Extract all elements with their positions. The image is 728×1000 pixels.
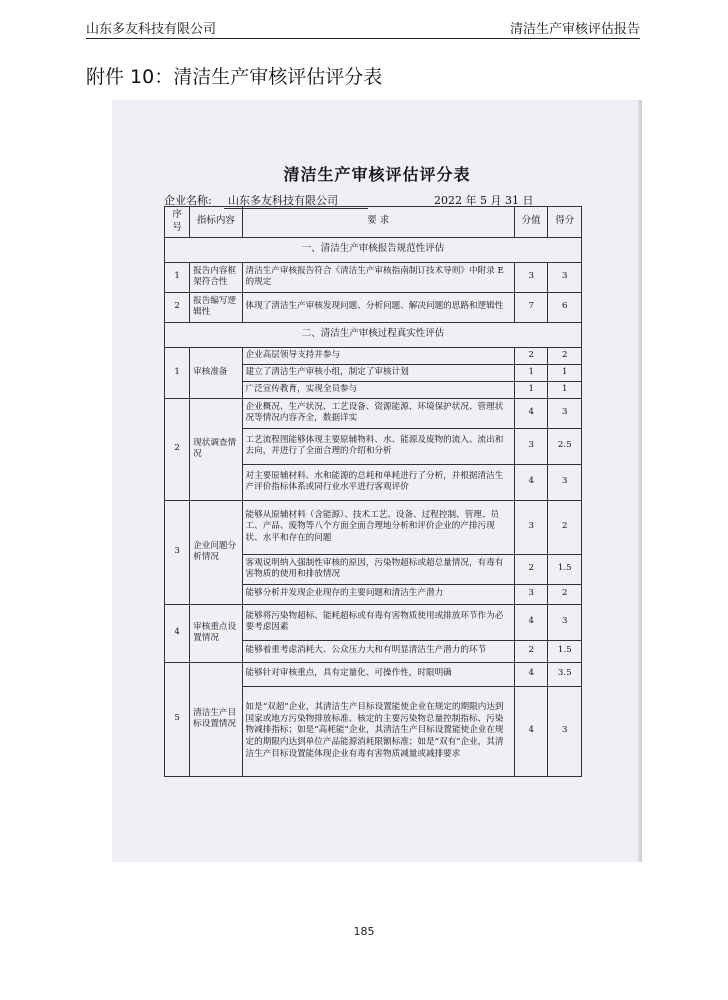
score-cell: 2.5 [548, 428, 582, 464]
requirement-cell: 企业高层领导支持并参与 [242, 347, 514, 364]
item-number: 1 [165, 262, 190, 292]
item-number: 5 [165, 662, 190, 776]
score-table-body [165, 237, 582, 776]
company-name: 山东多友科技有限公司 [224, 192, 368, 209]
score-cell: 2 [548, 584, 582, 604]
col-header-score: 得分 [548, 207, 582, 238]
max-score-cell: 4 [514, 398, 548, 428]
section-row [165, 322, 582, 347]
indicator-cell: 现状调查情况 [190, 398, 242, 500]
requirement-cell: 广泛宣传教育，实现全员参与 [242, 381, 514, 398]
score-cell: 2 [548, 347, 582, 364]
max-score-cell: 3 [514, 262, 548, 292]
max-score-cell: 3 [514, 584, 548, 604]
score-cell: 1.5 [548, 640, 582, 662]
requirement-cell: 能够将污染物超标、能耗超标或有毒有害物质使用或排放环节作为必要考虑因素 [242, 604, 514, 640]
max-score-cell: 2 [514, 640, 548, 662]
table-row [165, 292, 582, 322]
scan-edge-shadow [638, 100, 642, 862]
score-cell: 3 [548, 464, 582, 500]
table-row [165, 398, 582, 428]
score-cell: 3 [548, 262, 582, 292]
table-row [165, 604, 582, 640]
max-score-cell: 1 [514, 381, 548, 398]
max-score-cell: 3 [514, 428, 548, 464]
max-score-cell: 4 [514, 686, 548, 776]
requirement-cell: 能够着重考虑消耗大、公众压力大和有明显清洁生产潜力的环节 [242, 640, 514, 662]
header-company: 山东多友科技有限公司 [86, 22, 217, 37]
item-number: 2 [165, 398, 190, 500]
indicator-cell: 企业问题分析情况 [190, 500, 242, 604]
indicator-cell: 报告内容框架符合性 [190, 262, 242, 292]
section-row [165, 237, 582, 262]
requirement-cell: 对主要原辅材料、水和能源的总耗和单耗进行了分析，并根据清洁生产评价指标体系或同行业水平进行客观评价 [242, 464, 514, 500]
requirement-cell: 体现了清洁生产审核发现问题、分析问题、解决问题的思路和逻辑性 [242, 292, 514, 322]
score-table [164, 206, 582, 777]
indicator-cell: 审核重点设置情况 [190, 604, 242, 662]
max-score-cell: 4 [514, 604, 548, 640]
indicator-cell: 清洁生产目标设置情况 [190, 662, 242, 776]
max-score-cell: 2 [514, 347, 548, 364]
item-number: 2 [165, 292, 190, 322]
max-score-cell: 4 [514, 464, 548, 500]
score-cell: 3 [548, 604, 582, 640]
max-score-cell: 2 [514, 554, 548, 584]
col-header-requirement: 要 求 [242, 207, 514, 238]
col-header-max-score: 分值 [514, 207, 548, 238]
score-cell: 2 [548, 500, 582, 554]
requirement-cell: 能够针对审核重点，具有定量化、可操作性，时限明确 [242, 662, 514, 686]
requirement-cell: 能够分析并发现企业现存的主要问题和清洁生产潜力 [242, 584, 514, 604]
header-report-title: 清洁生产审核评估报告 [509, 22, 640, 37]
requirement-cell: 如是“双超”企业，其清洁生产目标设置能使企业在规定的期限内达到国家或地方污染物排放标准、核定的主要污染物总量控制指标、污染物减排指标；如是“高耗能”企业，其清洁生产目标设置能使企业在规定的期限内达到单位产品能源消耗限额标准；如是“双有”企业，其清洁生产目标设置能体现企业有毒有害物质减量或减排要求 [242, 686, 514, 776]
item-number: 4 [165, 604, 190, 662]
company-label: 企业名称: [164, 194, 212, 207]
requirement-cell: 能够从原辅材料（含能源）、技术工艺、设备、过程控制、管理、员工、产品、废物等八个方面全面合理地分析和评价企业的产排污现状、水平和存在的问题 [242, 500, 514, 554]
table-row [165, 262, 582, 292]
requirement-cell: 建立了清洁生产审核小组，制定了审核计划 [242, 364, 514, 381]
score-cell: 3.5 [548, 662, 582, 686]
score-cell: 3 [548, 398, 582, 428]
item-number: 3 [165, 500, 190, 604]
scanned-form [112, 100, 642, 862]
max-score-cell: 7 [514, 292, 548, 322]
section-title: 二、清洁生产审核过程真实性评估 [165, 322, 582, 347]
indicator-cell: 审核准备 [190, 347, 242, 398]
col-header-indicator: 指标内容 [190, 207, 242, 238]
page-header [86, 16, 640, 39]
item-number: 1 [165, 347, 190, 398]
form-title: 清洁生产审核评估评分表 [283, 165, 471, 184]
max-score-cell: 3 [514, 500, 548, 554]
table-row [165, 500, 582, 554]
requirement-cell: 清洁生产审核报告符合《清洁生产审核指南制订技术导则》中附录 E 的规定 [242, 262, 514, 292]
max-score-cell: 1 [514, 364, 548, 381]
requirement-cell: 客观说明纳入强制性审核的原因，污染物超标或超总量情况，有毒有害物质的使用和排放情况 [242, 554, 514, 584]
page-number: 185 [353, 925, 375, 938]
score-cell: 1 [548, 364, 582, 381]
requirement-cell: 企业概况、生产状况、工艺设备、资源能源、环境保护状况、管理状况等情况内容齐全，数据详实 [242, 398, 514, 428]
requirement-cell: 工艺流程图能够体现主要原辅物料、水、能源及废物的流入、流出和去向，并进行了全面合理的介绍和分析 [242, 428, 514, 464]
indicator-cell: 报告编写逻辑性 [190, 292, 242, 322]
section-title: 一、清洁生产审核报告规范性评估 [165, 237, 582, 262]
table-row [165, 347, 582, 364]
attachment-title: 附件 10：清洁生产审核评估评分表 [86, 66, 383, 88]
score-cell: 3 [548, 686, 582, 776]
table-header-row [165, 207, 582, 238]
score-cell: 6 [548, 292, 582, 322]
table-row [165, 662, 582, 686]
max-score-cell: 4 [514, 662, 548, 686]
score-cell: 1 [548, 381, 582, 398]
score-cell: 1.5 [548, 554, 582, 584]
form-date: 2022 年 5 月 31 日 [434, 194, 534, 207]
col-header-no: 序号 [165, 207, 190, 238]
